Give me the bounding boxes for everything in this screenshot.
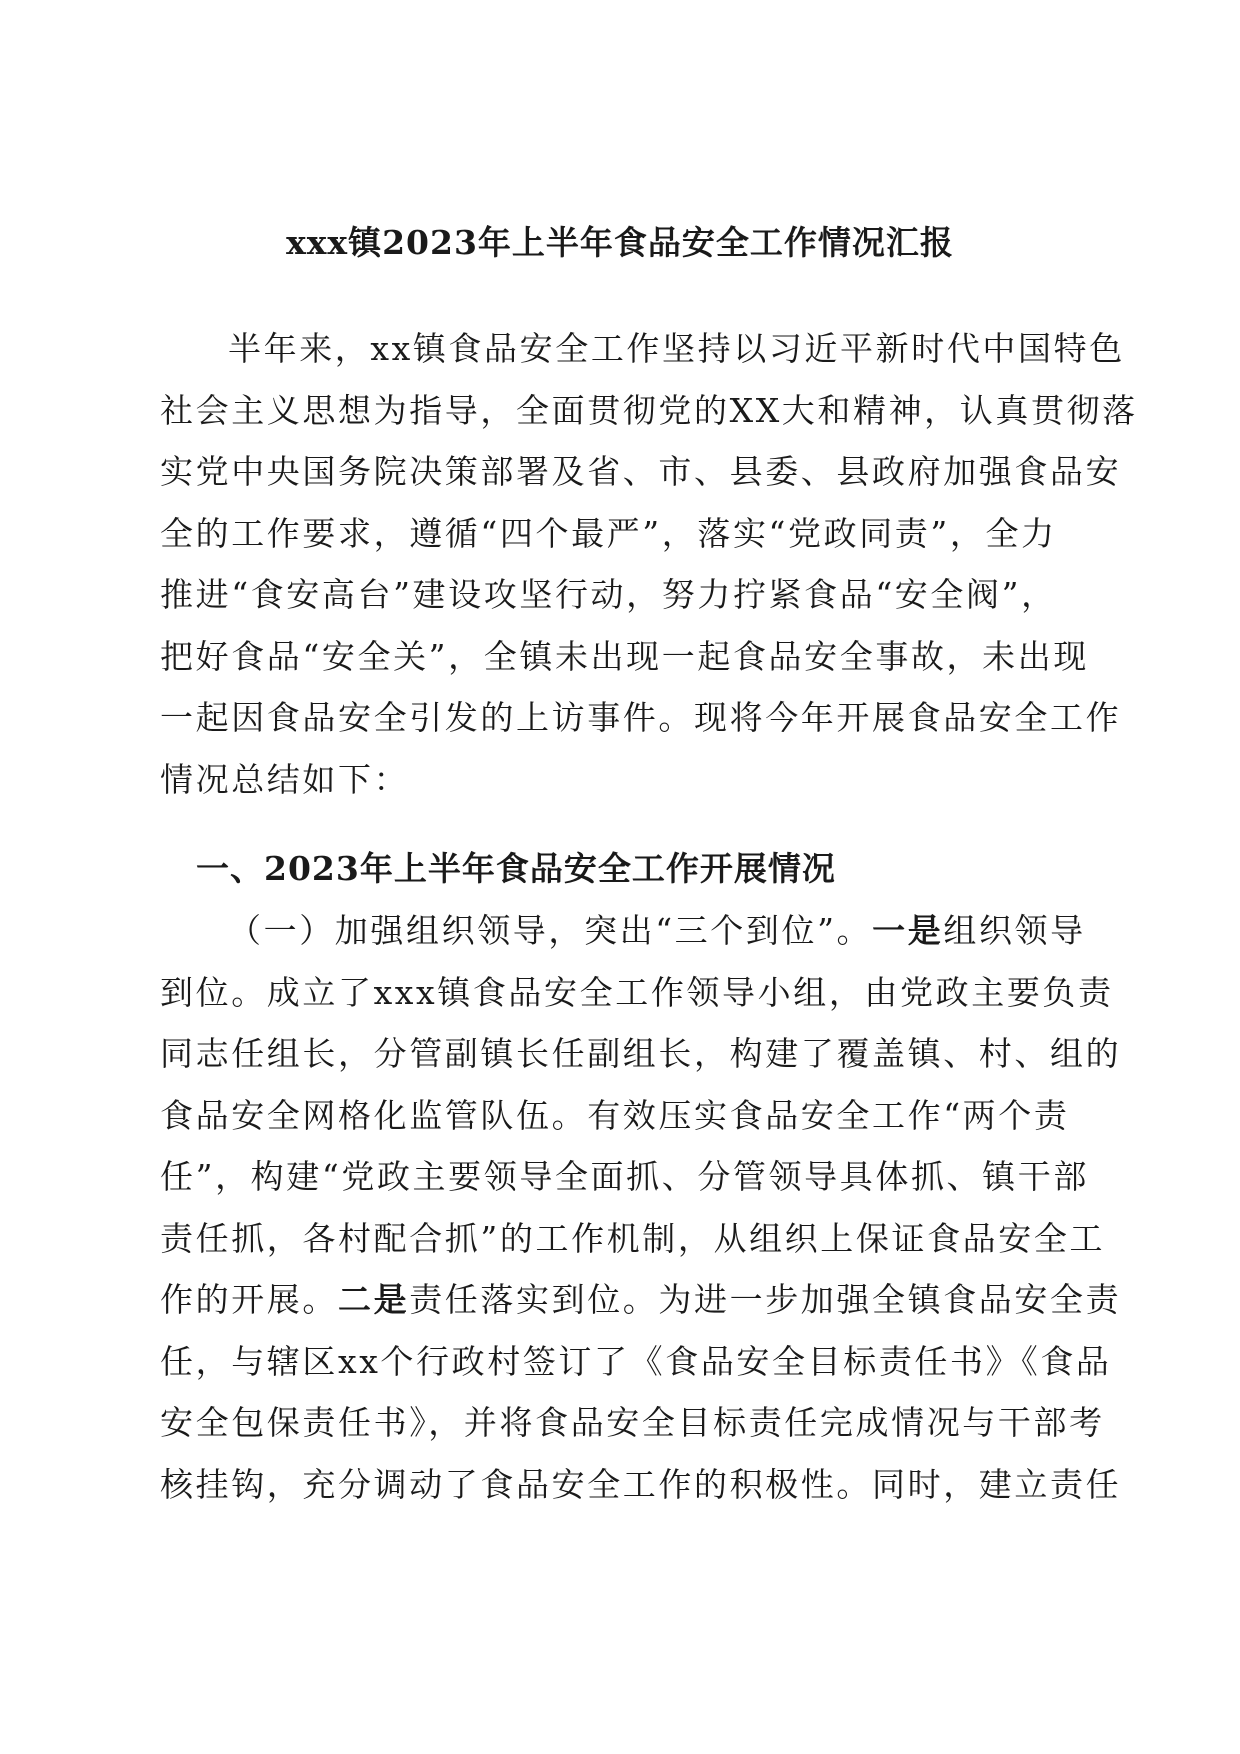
body-line: 核挂钩，充分调动了食品安全工作的积极性。同时，建立责任 <box>160 1464 1122 1504</box>
subsection-heading: （一）加强组织领导，突出“三个到位”。 <box>228 911 873 950</box>
emphasis-second: 二是 <box>338 1280 410 1319</box>
body-line: 同志任组长，分管副镇长任副组长，构建了覆盖镇、村、组的 <box>160 1034 1122 1073</box>
subsection-first-line <box>160 900 1086 962</box>
intro-line: 半年来，xx镇食品安全工作坚持以习近平新时代中国特色 <box>228 329 1125 368</box>
emphasis-first: 一是 <box>872 911 944 950</box>
line-text: 组织领导 <box>943 911 1086 950</box>
intro-line: 把好食品“安全关”，全镇未出现一起食品安全事故，未出现 <box>160 636 1089 676</box>
body-line: 任，与辖区xx个行政村签订了《食品安全目标责任书》《食品 <box>160 1341 1112 1381</box>
body-line <box>160 1269 1122 1331</box>
line-text: 责任落实到位。为进一步加强全镇食品安全责 <box>409 1280 1122 1319</box>
intro-line: 情况总结如下： <box>160 759 410 799</box>
body-line: 到位。成立了xxx镇食品安全工作领导小组，由党政主要负责 <box>160 972 1114 1012</box>
document-title: xxx镇2023年上半年食品安全工作情况汇报 <box>286 223 954 262</box>
intro-line: 一起因食品安全引发的上访事件。现将今年开展食品安全工作 <box>160 698 1122 737</box>
body-line: 任”，构建“党政主要领导全面抓、分管领导具体抓、镇干部 <box>160 1157 1089 1196</box>
intro-line: 社会主义思想为指导，全面贯彻党的XX大和精神，认真贯彻落 <box>160 390 1138 430</box>
body-line: 食品安全网格化监管队伍。有效压实食品安全工作“两个责 <box>160 1095 1070 1135</box>
section-heading: 一、2023年上半年食品安全工作开展情况 <box>196 849 836 888</box>
intro-line: 推进“食安高台”建设攻坚行动，努力拧紧食品“安全阀”， <box>160 575 1057 614</box>
intro-paragraph <box>160 318 1138 810</box>
body-line: 责任抓，各村配合抓”的工作机制，从组织上保证食品安全工 <box>160 1218 1106 1258</box>
subsection-paragraph <box>160 900 1122 1515</box>
intro-line: 全的工作要求，遵循“四个最严”，落实“党政同责”，全力 <box>160 513 1057 553</box>
body-line: 安全包保责任书》，并将食品安全目标责任完成情况与干部考 <box>160 1403 1105 1442</box>
intro-line: 实党中央国务院决策部署及省、市、县委、县政府加强食品安 <box>160 452 1122 491</box>
line-text: 作的开展。 <box>160 1280 338 1319</box>
